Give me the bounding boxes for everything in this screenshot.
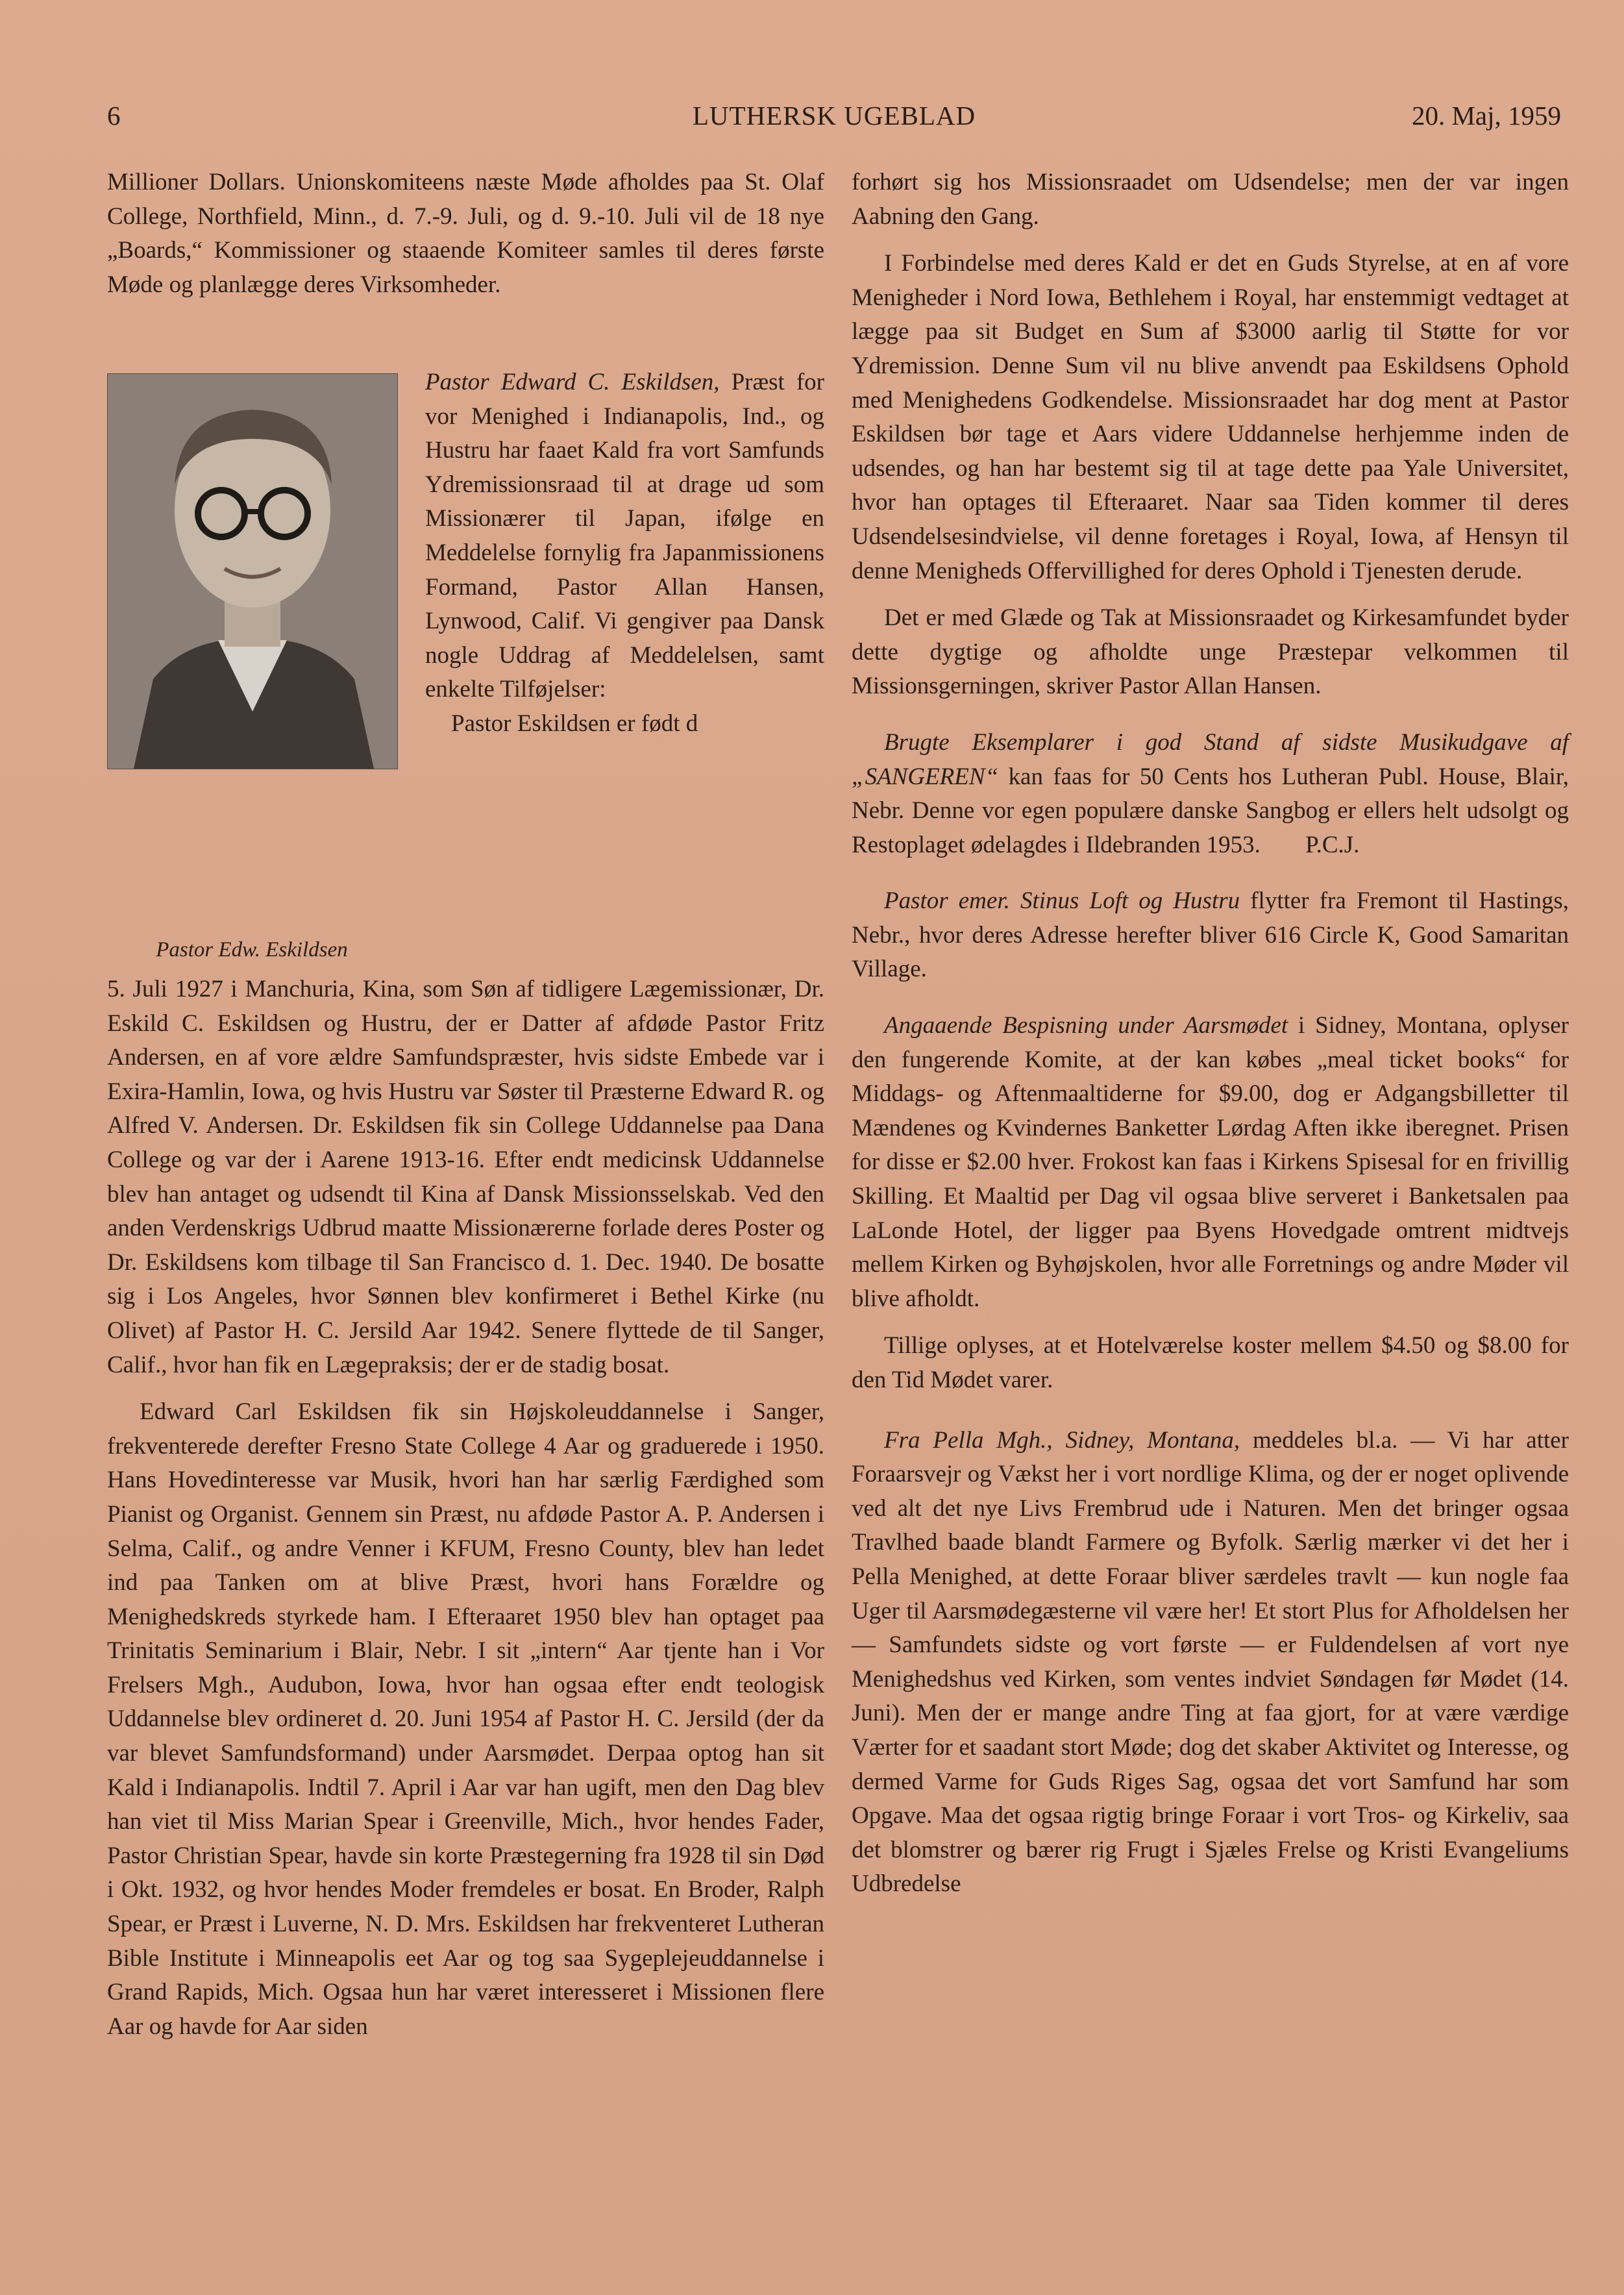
notice-signature: P.C.J. [1305,831,1360,858]
issue-date: 20. Maj, 1959 [1411,101,1561,130]
portrait-photo [107,373,398,769]
publication-title: LUTHERSK UGEBLAD [692,101,976,130]
notice-bespisning [852,1009,1569,1316]
right-column [852,166,1569,1915]
left-column [107,166,825,2040]
article-eskildsen-intro [425,366,824,741]
left-paragraph-1: Millioner Dollars. Unionskomiteens næste Møde afholdes paa St. Olaf College, Northfield, Minn., d. 7.-9. Juli, og d. 9.-10. Juli vil de 18 nye „Boards,“ Kommissioner og staaende Komiteer samles til deres første Møde og planlægge deres Virksomheder. [107,169,824,298]
left-column-lower [107,973,824,2057]
article-continuation-start: Pastor Eskildsen er født d [451,710,698,737]
article-intro-text: Præst for vor Menighed i Indianapolis, Ind., og Hustru har faaet Kald fra vort Samfunds Ydremissionsraad til at drage ud som Missionærer til Japan, ifølge en Meddelelse fornylig fra Japanmissionens Formand, Pastor Allan Hansen, Lynwood, Calif. Vi gengiver paa Dansk nogle Uddrag af Meddelelsen, samt enkelte Tilføjelser: [425,369,825,703]
notice-loft [852,884,1569,987]
notice-pella-lead: Fra Pella Mgh., Sidney, Montana, [884,1426,1240,1454]
notice-sangeren-lead: Brugte Eksemplarer i god Stand af sidste Musikudgave af „SANGEREN“ [852,728,1569,790]
notice-pella [852,1424,1569,1902]
portrait-illustration [108,374,397,769]
left-paragraph-3: 5. Juli 1927 i Manchuria, Kina, som Søn af tidligere Lægemissionær, Dr. Eskild C. Eskildsen og Hustru, der er Datter af afdøde Pastor Fritz Andersen, en af vore ældre Samfundspræster, hvis sidste Embede var i Exira-Hamlin, Iowa, og hvis Hustru var Søster til Præsterne Edward R. og Alfred V. Andersen. Dr. Eskildsen fik sin College Uddannelse paa Dana College og var der i Aarene 1913-16. Efter endt medicinsk Uddannelse blev han antaget og udsendt til Kina af Dansk Missionsselskab. Ved den anden Verdenskrigs Udbrud maatte Missionærerne forlade deres Poster og Dr. Eskildsens kom tilbage til San Francisco d. 1. Dec. 1940. De bosatte sig i Los Angeles, hvor Sønnen blev konfirmeret i Bethel Kirke (nu Olivet) af Pastor H. C. Jersild Aar 1942. Senere flyttede de til Sanger, Calif., hvor han fik en Lægepraksis; der er de stadig bosat. [107,976,824,1378]
notice-loft-text: flytter fra Fremont til Hastings, Nebr., hvor deres Adresse herefter bliver 616 Circle K, Good Samaritan Village. [852,887,1569,983]
notice-bespisning-text: i Sidney, Montana, oplyser den fungerende Komite, at der kan købes „meal ticket books“ for Middags- og Aftenmaaltiderne for $9.00, dog er Adgangsbilletter til Mændenes og Kvindernes Banketter Lørdag Aften ikke iberegnet. Prisen for disse er $2.00 hver. Frokost kan faas i Kirkens Spisesal for en frivillig Skilling. Et Maaltid per Dag vil ogsaa blive serveret i Banketsalen paa LaLonde Hotel, der ligger paa Byens Hovedgade omtrent midtvejs mellem Kirken og Byhøjskolen, hvor alle Forretnings og andre Møder vil blive afholdt. [852,1012,1569,1312]
page-header [107,97,1561,136]
right-paragraph-1: forhørt sig hos Missionsraadet om Udsendelse; men der var ingen Aabning den Gang. [852,169,1569,230]
page-number: 6 [107,101,121,130]
notice-bespisning-lead: Angaaende Bespisning under Aarsmødet [884,1012,1288,1039]
notice-sangeren-text: kan faas for 50 Cents hos Lutheran Publ. House, Blair, Nebr. Denne vor egen populære danske Sangbog er ellers helt udsolgt og Restoplaget ødelagdes i Ildebranden 1953. [852,763,1569,858]
left-paragraph-4: Edward Carl Eskildsen fik sin Højskoleuddannelse i Sanger, frekventerede derefter Fresno State College 4 Aar og graduerede i 1950. Hans Hovedinteresse var Musik, hvori han har særlig Færdighed som Pianist og Organist. Gennem sin Præst, nu afdøde Pastor A. P. Andersen i Selma, Calif., og andre Venner i KFUM, Fresno County, blev han ledet ind paa Tanken om at blive Præst, hvori hans Forældre og Menighedskreds styrkede ham. I Efteraaret 1950 blev han optaget paa Trinitatis Seminarium i Blair, Nebr. I sit „intern“ Aar tjente han i Vor Frelsers Mgh., Audubon, Iowa, hvor han ogsaa efter endt teologisk Uddannelse blev ordineret d. 20. Juni 1954 af Pastor H. C. Jersild (der da var blevet Samfundsformand) under Aarsmødet. Derpaa optog han sit Kald i Indianapolis. Indtil 7. April i Aar var han ugift, men den Dag blev han viet til Miss Marian Spear i Greenville, Mich., hvor hendes Fader, Pastor Christian Spear, havde sin korte Præstegerning fra 1928 til sin Død i Okt. 1932, og hvor hendes Moder fremdeles er bosat. En Broder, Ralph Spear, er Præst i Luverne, N. D. Mrs. Eskildsen har frekventeret Lutheran Bible Institute i Minneapolis eet Aar og tog saa Sygeplejeuddannelse i Grand Rapids, Mich. Ogsaa hun har været interesseret i Missionen flere Aar og havde for Aar siden [107,1398,824,2040]
notice-sangeren [852,726,1569,862]
right-paragraph-3: Det er med Glæde og Tak at Missionsraadet og Kirkesamfundet byder dette dygtige og afholdte unge Præstepar velkommen til Missionsgerningen, skriver Pastor Allan Hansen. [852,604,1569,700]
article-lead-eskildsen: Pastor Edward C. Eskildsen, [425,369,720,395]
photo-caption: Pastor Edw. Eskildsen [156,938,348,961]
notice-loft-lead: Pastor emer. Stinus Loft og Hustru [884,887,1240,915]
right-paragraph-2: I Forbindelse med deres Kald er det en Guds Styrelse, at en af vore Menigheder i Nord Iowa, Bethlehem i Royal, har enstemmigt vedtaget at lægge paa sit Budget en Sum af $3000 aarlig til Støtte for vor Ydremission. Denne Sum vil nu blive anvendt paa Eskildsens Ophold med Menighedens Godkendelse. Missionsraadet har dog ment at Pastor Eskildsen bør tage et Aars videre Uddannelse herhjemme inden de udsendes, og han har bestemt sig til at tage dette paa Yale Universitet, hvor han optages til Efteraaret. Naar saa Tiden kommer til deres Udsendelsesindvielse, vil denne foretages i Royal, Iowa, af Hensyn til denne Menigheds Offervillighed for deres Ophold i Tjenesten derude. [852,250,1569,584]
notice-hotel: Tillige oplyses, at et Hotelværelse koster mellem $4.50 og $8.00 for den Tid Mødet varer. [852,1332,1569,1393]
notice-pella-text: meddeles bl.a. — Vi har atter Foraarsvejr og Vækst her i vort nordlige Klima, og der er noget oplivende ved alt det nye Livs Frembrud ude i Naturen. Men det bringer ogsaa Travlhed baade blandt Farmere og Byfolk. Særlig mærker vi det her i Pella Menighed, at dette Foraar bliver særdeles travlt — kun nogle faa Uger til Aarsmødegæsterne vil være her! Et stort Plus for Afholdelsen her — Samfundets sidste og vort første — er Fuldendelsen af vort nye Menighedshus ved Kirken, som ventes indviet Søndagen før Mødet (14. Juni). Men der er mange andre Ting at faa gjort, for at være værdige Værter for et saadant stort Møde; dog det skaber Aktivitet og Interesse, og dermed Varme for Guds Riges Sag, ogsaa det vort Samfund har som Opgave. Maa det ogsaa rigtig bringe Foraar i vort Tros- og Kirkeliv, saa det blomstrer og bærer rig Frugt i Sjæles Frelse og Kristi Evangeliums Udbredelse [852,1426,1569,1898]
